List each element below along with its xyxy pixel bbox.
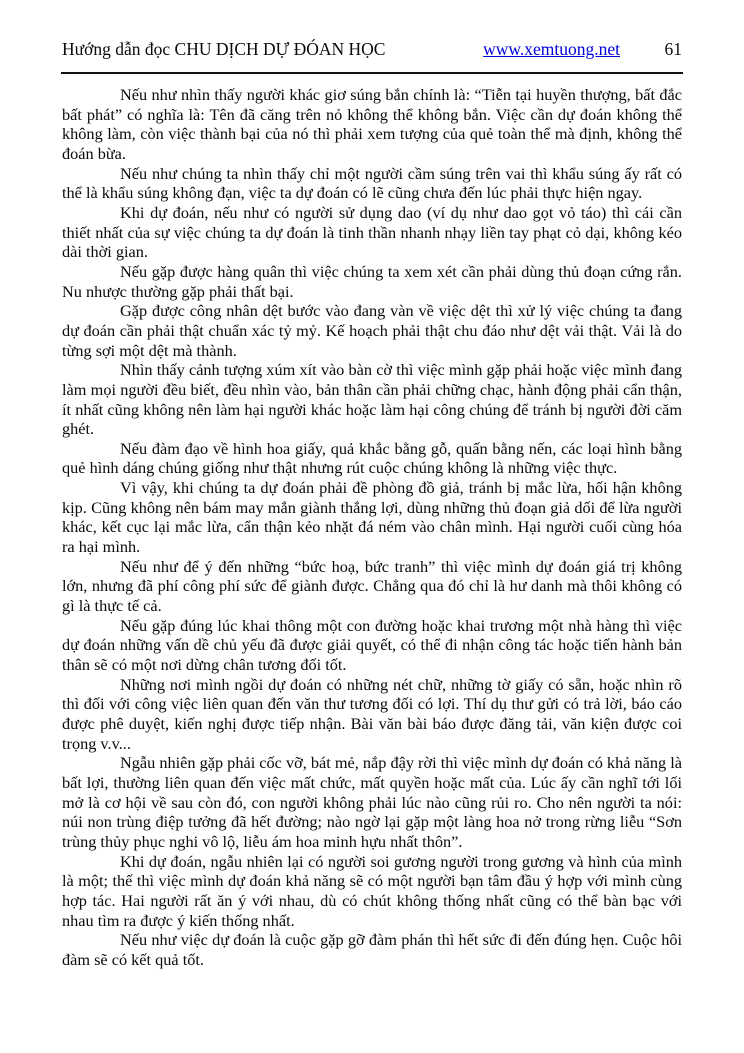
page-number: 61 — [664, 39, 682, 59]
paragraph: Gặp được công nhân dệt bước vào đang vàn về việc dệt thì xử lý việc chúng ta đang dự đoán cần phải thật chuẩn xác tỷ mỷ. Kế hoạch phải thật chu đáo như dệt vải thật. Vải là do từng sợi một dệt mà thành. — [62, 301, 682, 360]
paragraph: Khi dự đoán, ngẫu nhiên lại có người soi gương người trong gương và hình của mình là một; thế thì việc mình dự đoán khả năng sẽ có một người bạn tâm đầu ý hợp với mình cùng hợp tác. Hai người rất ăn ý với nhau, dù có chút không thống nhất cũng có thể bàn bạc với nhau tìm ra được ý kiến thống nhất. — [62, 851, 682, 930]
paragraph: Nếu như việc dự đoán là cuộc gặp gỡ đàm phán thì hết sức đi đến đúng hẹn. Cuộc hôi đàm sẽ có kết quả tốt. — [62, 930, 682, 969]
paragraph: Nhìn thấy cảnh tượng xúm xít vào bàn cờ thì việc mình gặp phải hoặc việc mình đang làm mọi người đều biết, đều nhìn vào, bản thân cần phải chững chạc, hành động phải cẩn thận, ít nhất cũng không nên làm hại người khác hoặc làm hại công chúng để tránh bị người đời căm ghét. — [62, 360, 682, 439]
paragraph: Nếu như để ý đến những “bức hoạ, bức tranh” thì việc mình dự đoán giá trị không lớn, nhưng đã phí công phí sức để giành được. Chẳng qua đó chỉ là hư danh mà thôi không có gì là thực tế cả. — [62, 556, 682, 616]
paragraph: Ngẫu nhiên gặp phải cốc vỡ, bát mẻ, nắp đậy rời thì việc mình dự đoán có khả năng là bất lợi, thường liên quan đến việc mất chức, mất quyền hoặc mất của. Lúc ấy cần nghĩ tới lối mở là cơ hội về sau còn đó, con người không phải lúc nào cũng rủi ro. Cho nên người ta nói: núi non trùng điệp tưởng đã hết đường; nào ngờ lại gặp một làng hoa nở trong rừng liễu “Sơn trùng thủy phục nghi vô lộ, liễu ám hoa minh hựu nhất thôn”. — [62, 753, 682, 851]
paragraph: Nếu như chúng ta nhìn thấy chỉ một người cầm súng trên vai thì khẩu súng ấy rất có thể là khẩu súng không đạn, việc ta dự đoán có lẽ cũng chưa đến lúc phải thực hiện ngay. — [62, 163, 682, 203]
website-link[interactable]: www.xemtuong.net — [483, 39, 620, 59]
paragraph: Những nơi mình ngồi dự đoán có những nét chữ, những tờ giấy có sẵn, hoặc nhìn rõ thì đối với công việc liên quan đến văn thư tương đối có lợi. Thí dụ thư gửi có trả lời, báo cáo được phê duyệt, kiến nghị được tiếp nhận. Bài văn bài báo được đăng tải, văn kiện được coi trọng v.v... — [62, 674, 682, 753]
paragraph: Nếu gặp được hàng quân thì việc chúng ta xem xét cần phải dùng thủ đoạn cứng rắn. Nu nhược thường gặp phải thất bại. — [62, 261, 682, 301]
paragraph: Vì vậy, khi chúng ta dự đoán phải đề phòng đồ giả, tránh bị mắc lừa, hối hận không kịp. Cũng không nên bám may mắn giành thắng lợi, dùng những thủ đoạn giả dối để lừa người khác, kết cục lại mắc lừa, cẩn thận kẻo nhặt đá ném vào chân mình. Hại người cuối cùng hóa ra hại mình. — [62, 478, 682, 557]
page-title: Hướng dẫn đọc CHU DỊCH DỰ ĐÓAN HỌC — [62, 39, 386, 59]
document-body — [62, 85, 682, 970]
header-divider — [61, 72, 683, 74]
paragraph: Nếu đàm đạo về hình hoa giấy, quả khắc bằng gỗ, quấn bằng nến, các loại hình bằng quẻ hình dáng chúng giống như thật nhưng rút cuộc chúng không là những việc thực. — [62, 438, 682, 478]
paragraph: Khi dự đoán, nếu như có người sử dụng dao (ví dụ như dao gọt vỏ táo) thì cái cần thiết nhất của sự việc chúng ta dự đoán là tinh thần nhanh nhạy liền tay phạt cỏ dại, không kéo dài thời gian. — [62, 202, 682, 262]
paragraph: Nếu gặp đúng lúc khai thông một con đường hoặc khai trương một nhà hàng thì việc dự đoán những vấn dề chủ yếu đã được giải quyết, có thể đi nhận công tác hoặc tiến hành bản thân sẽ có một nơi dừng chân tương đối tốt. — [62, 615, 682, 675]
page-header — [62, 38, 682, 60]
paragraph: Nếu như nhìn thấy người khác giơ súng bắn chính là: “Tiễn tại huyền thượng, bất đắc bất phát” có nghĩa là: Tên đã căng trên nỏ không thể không bắn. Việc cần dự đoán không thể không làm, còn việc thành bại của nó thì phải xem tượng của quẻ toàn thể mà định, không thể đoán bừa. — [62, 85, 682, 163]
